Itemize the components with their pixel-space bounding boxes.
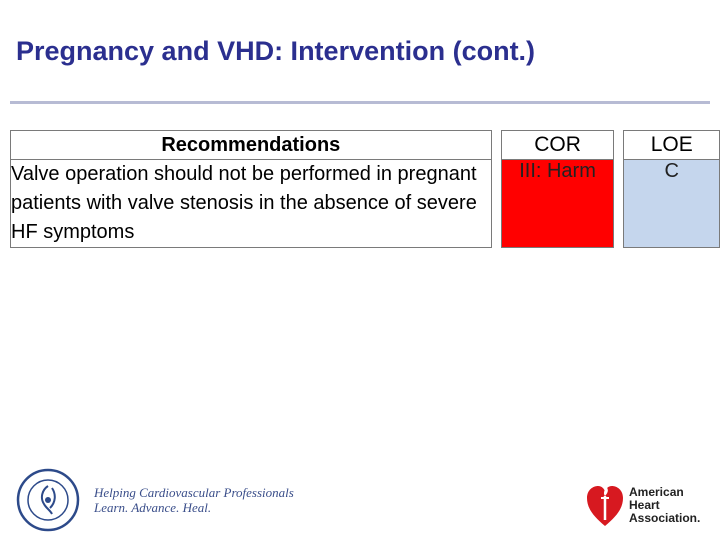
recommendation-text: Valve operation should not be performed in pregnant patients with valve stenosis in the absence of severe HF symptoms xyxy=(11,160,492,248)
table-header-row xyxy=(11,131,720,160)
aha-wordmark xyxy=(629,486,700,525)
header-cor: COR xyxy=(502,131,613,160)
aha-line1: American xyxy=(629,484,684,499)
header-recommendations: Recommendations xyxy=(11,131,492,160)
aha-line2: Heart xyxy=(629,497,660,512)
title-divider xyxy=(10,101,710,104)
recommendation-table xyxy=(10,130,720,248)
table-row xyxy=(11,160,720,248)
acc-tagline xyxy=(94,485,294,515)
aha-line3: Association. xyxy=(629,510,701,525)
acc-logo xyxy=(16,468,294,532)
acc-tagline-line1: Helping Cardiovascular Professionals xyxy=(94,485,294,500)
slide-title: Pregnancy and VHD: Intervention (cont.) xyxy=(16,36,536,66)
column-gap xyxy=(613,131,624,160)
acc-seal-icon xyxy=(16,468,80,532)
loe-value: C xyxy=(624,160,720,248)
column-gap xyxy=(613,160,624,248)
column-gap xyxy=(491,160,502,248)
cor-value: III: Harm xyxy=(502,160,613,248)
acc-tagline-line2: Learn. Advance. Heal. xyxy=(94,500,212,515)
aha-logo xyxy=(585,480,700,530)
column-gap xyxy=(491,131,502,160)
header-loe: LOE xyxy=(624,131,720,160)
aha-heart-torch-icon xyxy=(585,480,625,530)
